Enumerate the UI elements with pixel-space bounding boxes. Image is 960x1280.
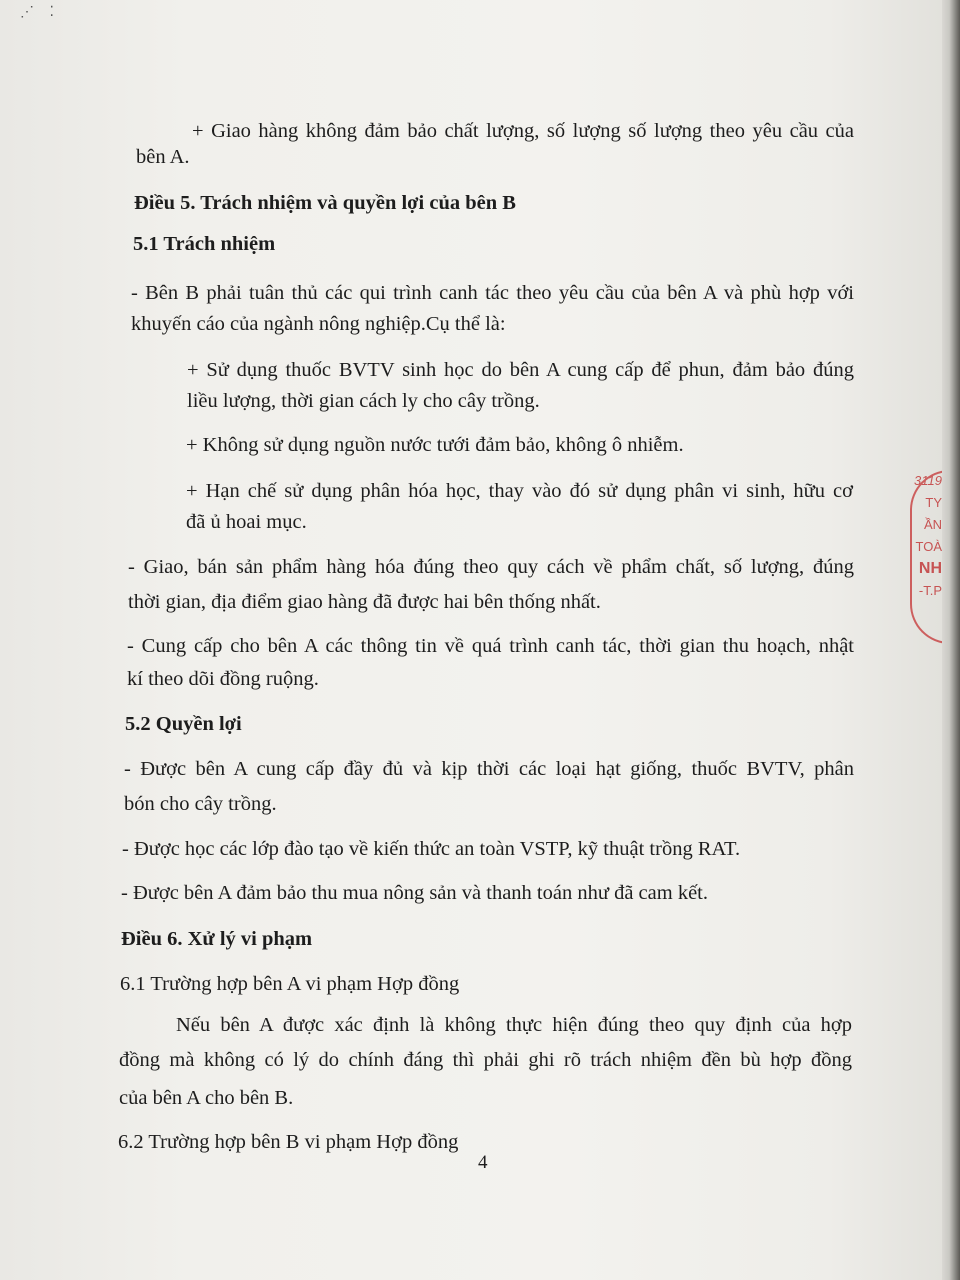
s51-paragraph-3-line-1: - Cung cấp cho bên A các thông tin về quá trình canh tác, thời gian thu hoạch, nhật [127,635,854,657]
stamp-text: NH [918,560,942,577]
s51-paragraph-2-line-2: thời gian, địa điểm giao hàng đã được hai bên thống nhất. [128,591,601,613]
s51-bullet-1-line-2: liều lượng, thời gian cách ly cho cây trồng. [187,390,540,412]
s61-paragraph-line-2: đồng mà không có lý do chính đáng thì phải ghi rõ trách nhiệm đền bù hợp đồng [119,1049,852,1071]
section-6-1-heading: 6.1 Trường hợp bên A vi phạm Hợp đồng [120,973,460,995]
intro-line-1: + Giao hàng không đảm bảo chất lượng, số lượng số lượng theo yêu cầu của [192,120,854,142]
s61-paragraph-line-1: Nếu bên A được xác định là không thực hiện đúng theo quy định của hợp [176,1014,852,1036]
s52-paragraph-3: - Được bên A đảm bảo thu mua nông sản và thanh toán như đã cam kết. [121,882,708,904]
s51-paragraph-1-line-2: khuyến cáo của ngành nông nghiệp.Cụ thể là: [131,313,506,335]
s51-bullet-3-line-1: + Hạn chế sử dụng phân hóa học, thay vào đó sử dụng phân vi sinh, hữu cơ [186,480,853,502]
s51-bullet-2: + Không sử dụng nguồn nước tưới đảm bảo, không ô nhiễm. [186,434,684,456]
s52-paragraph-1-line-1: - Được bên A cung cấp đầy đủ và kịp thời các loại hạt giống, thuốc BVTV, phân [124,758,854,780]
section-6-2-heading: 6.2 Trường hợp bên B vi phạm Hợp đồng [118,1131,459,1153]
stamp-text: -T.P [918,583,942,598]
intro-line-2: bên A. [136,146,190,168]
stamp-text: ẦN [923,517,942,532]
s61-paragraph-line-3: của bên A cho bên B. [119,1087,294,1109]
dust-specks: ⋰ ⁚ [20,5,60,20]
stamp-text: TY [925,495,942,510]
section-5-1-heading: 5.1 Trách nhiệm [133,233,276,255]
s51-paragraph-3-line-2: kí theo dõi đồng ruộng. [127,668,319,690]
s51-bullet-1-line-1: + Sử dụng thuốc BVTV sinh học do bên A cung cấp để phun, đảm bảo đúng [187,359,854,381]
section-5-2-heading: 5.2 Quyền lợi [125,713,242,735]
s51-paragraph-2-line-1: - Giao, bán sản phẩm hàng hóa đúng theo quy cách về phẩm chất, số lượng, đúng [128,556,854,578]
article-5-heading: Điều 5. Trách nhiệm và quyền lợi của bên B [134,192,516,214]
stamp-text: 3119 [914,473,942,488]
stamp-ring [910,470,942,644]
stamp-text: TOÀ [915,539,942,554]
page-edge-shadow [942,0,960,1280]
page-number: 4 [478,1152,488,1173]
red-seal-stamp [898,470,942,640]
s52-paragraph-1-line-2: bón cho cây trồng. [124,793,277,815]
s51-paragraph-1-line-1: - Bên B phải tuân thủ các qui trình canh tác theo yêu cầu của bên A và phù hợp với [131,282,854,304]
s52-paragraph-2: - Được học các lớp đào tạo về kiến thức an toàn VSTP, kỹ thuật trồng RAT. [122,838,741,860]
s51-bullet-3-line-2: đã ủ hoai mục. [186,511,307,533]
article-6-heading: Điều 6. Xử lý vi phạm [121,928,313,950]
